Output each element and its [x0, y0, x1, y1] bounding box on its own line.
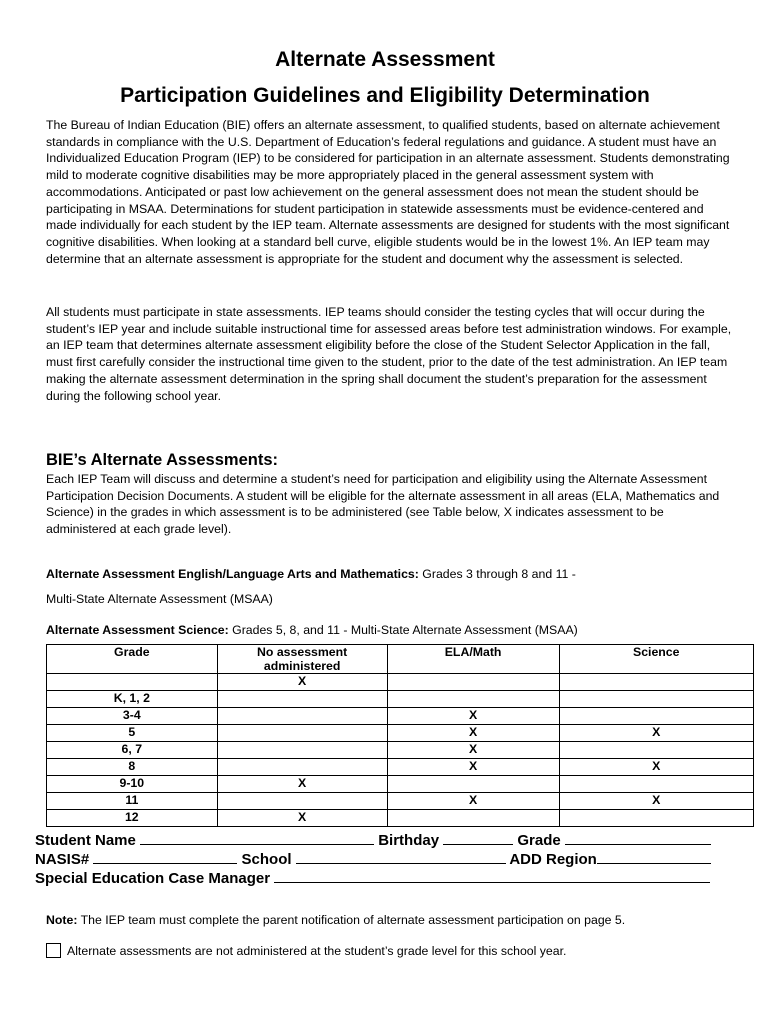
ela-math-line	[46, 567, 576, 581]
table-cell	[559, 810, 754, 827]
table-cell: 8	[47, 759, 218, 776]
table-cell: X	[217, 674, 387, 691]
school-label: School	[241, 851, 292, 868]
case-manager-field[interactable]	[274, 868, 710, 883]
table-cell: 5	[47, 725, 218, 742]
note	[46, 913, 625, 927]
table-cell: 3-4	[47, 708, 218, 725]
table-cell: 6, 7	[47, 742, 218, 759]
ela-math-label: Alternate Assessment English/Language Arts and Mathematics:	[46, 567, 419, 581]
table-row	[47, 793, 754, 810]
intro-paragraph-2: All students must participate in state assessments. IEP teams should consider the testing cycles that will occur during the student’s IEP year and include suitable instructional time for assessed areas before test administration windows. For example, an IEP team that determines alternate assessment eligibility before the close of the Student Selector Application in the fall, must first carefully consider the instructional time given to the student, prior to the date of the test administration. An IEP team making the alternate assessment determination in the spring shall document the student’s preparation for the assessment during the following school year.	[46, 305, 732, 403]
table-cell	[217, 725, 387, 742]
document-title: Alternate Assessment	[275, 48, 495, 71]
student-name-field[interactable]	[140, 830, 374, 845]
header-science: Science	[559, 645, 754, 674]
nasis-label: NASIS#	[35, 851, 90, 868]
table-cell: X	[217, 776, 387, 793]
table-cell	[217, 691, 387, 708]
table-cell	[47, 674, 218, 691]
table-row	[47, 725, 754, 742]
table-cell	[387, 674, 559, 691]
nasis-field[interactable]	[93, 849, 237, 864]
school-field[interactable]	[296, 849, 506, 864]
birthday-label: Birthday	[378, 832, 440, 849]
table-cell	[217, 742, 387, 759]
checkbox-label: Alternate assessments are not administered at the student’s grade level for this school year.	[67, 943, 567, 958]
table-cell: X	[387, 742, 559, 759]
table-cell	[387, 691, 559, 708]
header-no-assessment: No assessment administered	[217, 645, 387, 674]
intro-paragraph-1: The Bureau of Indian Education (BIE) offers an alternate assessment, to qualified students, based on alternate achievement standards in compliance with the U.S. Department of Education’s federal regulations and guidance. A student must have an Individualized Education Program (IEP) to be considered for participation in an alternate assessment. Students demonstrating mild to moderate cognitive disabilities may be more appropriately placed in the general assessment system with accommodations. Anticipated or past low achievement on the general assessment does not mean the student should be participating in MSAA. Determinations for student participation in statewide assessments must be evidence-centered and made individually for each student by the IEP team. Alternate assessments are designed for students with the most significant cognitive disabilities. When looking at a standard bell curve, eligible students would be in the lowest 1%. An IEP team may determine that an alternate assessment is appropriate for the student and document why the assessment is selected.	[46, 118, 730, 266]
table-row	[47, 691, 754, 708]
grade-field[interactable]	[565, 830, 711, 845]
ela-math-text: Grades 3 through 8 and 11 -	[418, 567, 576, 581]
grade-level-checkbox[interactable]	[46, 943, 61, 958]
grade-assessment-table	[46, 644, 754, 827]
table-cell: X	[559, 725, 754, 742]
table-cell: 9-10	[47, 776, 218, 793]
table-cell	[217, 708, 387, 725]
table-cell: 11	[47, 793, 218, 810]
table-cell	[217, 793, 387, 810]
table-row	[47, 759, 754, 776]
grade-level-checkbox-row	[46, 943, 566, 958]
science-line	[46, 623, 578, 637]
section-paragraph: Each IEP Team will discuss and determine a student’s need for participation and eligibility using the Alternate Assessment Participation Decision Documents. A student will be eligible for the alternate assessment in all areas (ELA, Mathematics and Science) in the grades in which assessment is to be administered (see Table below, X indicates assessment to be administered at each grade level).	[46, 472, 720, 537]
table-cell: X	[559, 759, 754, 776]
form-row-1	[35, 830, 735, 850]
form-row-3	[35, 868, 735, 888]
table-cell	[387, 810, 559, 827]
birthday-field[interactable]	[443, 830, 513, 845]
student-name-label: Student Name	[35, 832, 136, 849]
case-manager-label: Special Education Case Manager	[35, 870, 271, 887]
grade-label: Grade	[517, 832, 561, 849]
note-label: Note:	[46, 913, 78, 927]
science-label: Alternate Assessment Science:	[46, 623, 229, 637]
table-cell: X	[387, 759, 559, 776]
form-row-2	[35, 849, 735, 869]
table-cell	[559, 708, 754, 725]
table-cell: X	[387, 708, 559, 725]
table-row	[47, 674, 754, 691]
add-region-label: ADD Region	[509, 851, 597, 868]
table-cell	[559, 742, 754, 759]
table-cell	[559, 674, 754, 691]
table-cell	[559, 776, 754, 793]
section-heading: BIE’s Alternate Assessments:	[46, 451, 279, 469]
table-cell: X	[217, 810, 387, 827]
table-row	[47, 742, 754, 759]
header-grade: Grade	[47, 645, 218, 674]
table-cell	[559, 691, 754, 708]
table-cell: 12	[47, 810, 218, 827]
note-text: The IEP team must complete the parent notification of alternate assessment participation on page 5.	[77, 913, 626, 927]
document-subtitle: Participation Guidelines and Eligibility Determination	[120, 84, 650, 107]
table-row	[47, 810, 754, 827]
table-cell: K, 1, 2	[47, 691, 218, 708]
table-header-row	[47, 645, 754, 674]
table-cell	[217, 759, 387, 776]
ela-math-line-2: Multi-State Alternate Assessment (MSAA)	[46, 592, 273, 606]
table-cell: X	[559, 793, 754, 810]
science-text: Grades 5, 8, and 11 - Multi-State Alternate Assessment (MSAA)	[228, 623, 578, 637]
table-cell	[387, 776, 559, 793]
header-ela-math: ELA/Math	[387, 645, 559, 674]
table-cell: X	[387, 725, 559, 742]
table-cell: X	[387, 793, 559, 810]
add-region-field[interactable]	[597, 849, 711, 864]
table-row	[47, 708, 754, 725]
table-row	[47, 776, 754, 793]
